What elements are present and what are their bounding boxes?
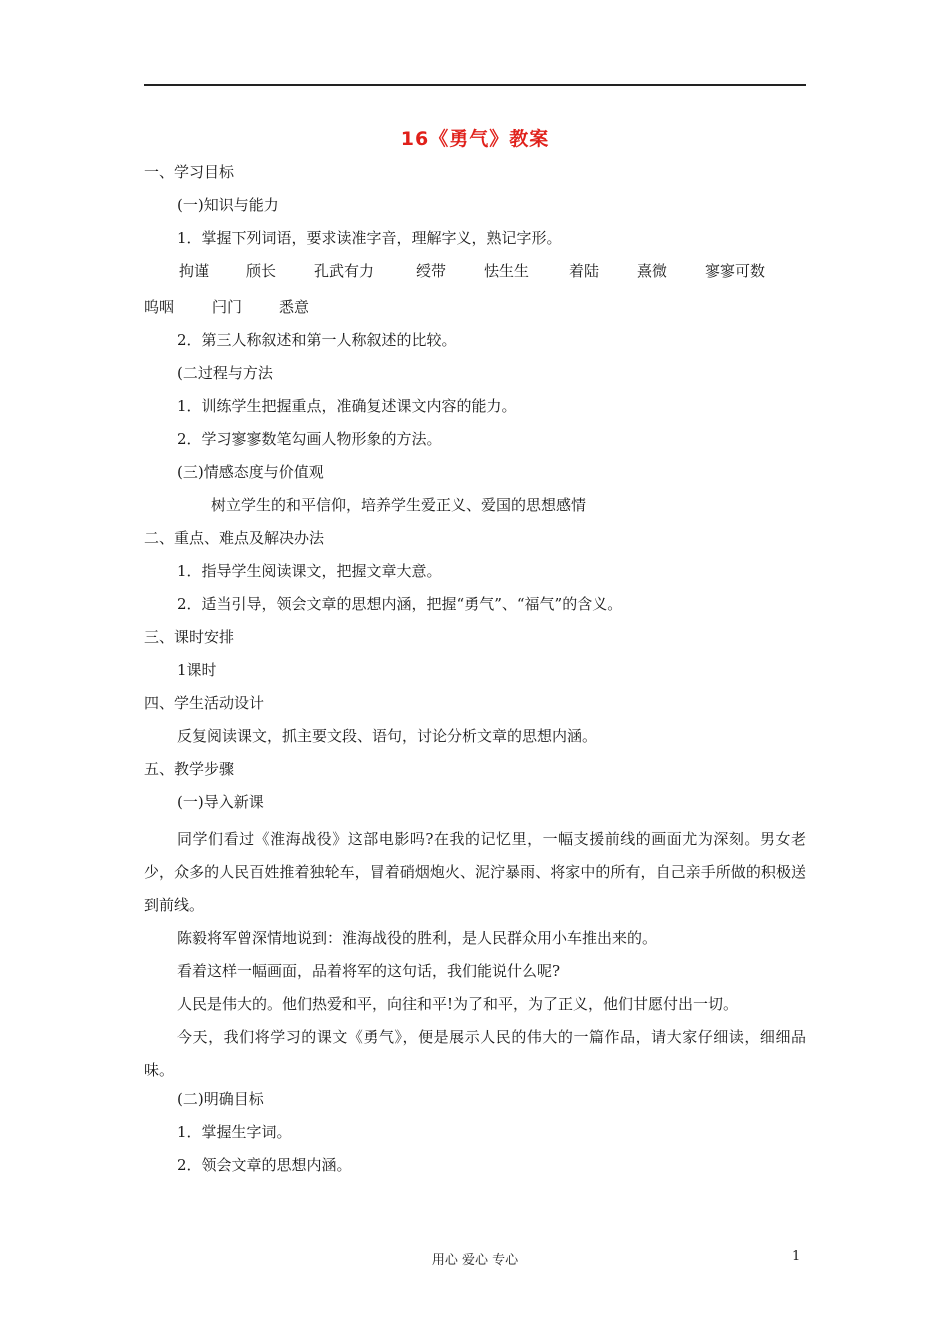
vocab-word: 怯生生 <box>484 262 530 280</box>
vocab-word: 绶带 <box>416 262 447 280</box>
vocab-word: 闩门 <box>212 298 243 316</box>
vocab-word: 着陆 <box>569 262 600 280</box>
list-item: 2．适当引导，领会文章的思想内涵，把握“勇气”、“福气”的含义。 <box>177 595 623 613</box>
section-heading: 四、学生活动设计 <box>144 694 265 712</box>
paragraph: 人民是伟大的。他们热爱和平，向往和平!为了和平，为了正义，他们甘愿付出一切。 <box>177 995 739 1013</box>
paragraph: 陈毅将军曾深情地说到：淮海战役的胜利，是人民群众用小车推出来的。 <box>177 929 658 947</box>
list-item: 1．指导学生阅读课文，把握文章大意。 <box>177 562 442 580</box>
document-title: 16《勇气》教案 <box>400 128 550 150</box>
vocab-word: 呜咽 <box>144 298 175 316</box>
paragraph: 看着这样一幅画面，品着将军的这句话，我们能说什么呢? <box>177 962 561 980</box>
vocab-word: 寥寥可数 <box>705 262 766 280</box>
list-item: 1．掌握下列词语，要求读准字音，理解字义，熟记字形。 <box>177 229 562 247</box>
paragraph: 同学们看过《淮海战役》这部电影吗?在我的记忆里，一幅支援前线的画面尤为深刻。男女老少，众多的人民百姓推着独轮车，冒着硝烟炮火、泥泞暴雨、将家中的所有，自己亲手所做的积极送到前线。 <box>144 830 806 914</box>
page-number: 1 <box>792 1249 801 1264</box>
vocab-word: 颀长 <box>246 262 277 280</box>
section-heading: 五、教学步骤 <box>144 760 235 778</box>
subsection-heading: (一)导入新课 <box>177 793 264 811</box>
section-heading: 三、课时安排 <box>144 628 235 646</box>
list-item: 1课时 <box>177 661 217 679</box>
vocab-word: 悉意 <box>279 298 310 316</box>
subsection-heading: (一)知识与能力 <box>177 196 279 214</box>
vocab-word: 孔武有力 <box>314 262 375 280</box>
vocab-row <box>144 295 824 328</box>
list-item: 2．学习寥寥数笔勾画人物形象的方法。 <box>177 430 442 448</box>
vocab-word: 拘谨 <box>179 262 210 280</box>
section-heading: 二、重点、难点及解决办法 <box>144 529 325 547</box>
document-body <box>144 160 824 1186</box>
list-item: 树立学生的和平信仰，培养学生爱正义、爱国的思想感情 <box>211 496 587 514</box>
vocab-row <box>144 259 824 295</box>
paragraph: 今天，我们将学习的课文《勇气》，便是展示人民的伟大的一篇作品，请大家仔细读，细细品味。 <box>144 1028 806 1079</box>
list-item: 2．领会文章的思想内涵。 <box>177 1156 352 1174</box>
subsection-heading: (二过程与方法 <box>177 364 273 382</box>
vocab-word: 熹微 <box>637 262 668 280</box>
list-item: 2．第三人称叙述和第一人称叙述的比较。 <box>177 331 457 349</box>
list-item: 1．掌握生字词。 <box>177 1123 292 1141</box>
subsection-heading: (二)明确目标 <box>177 1090 264 1108</box>
list-item: 反复阅读课文，抓主要文段、语句，讨论分析文章的思想内涵。 <box>177 727 598 745</box>
header-rule <box>144 84 806 86</box>
page-footer: 用心 爱心 专心 <box>431 1253 519 1268</box>
list-item: 1．训练学生把握重点，准确复述课文内容的能力。 <box>177 397 517 415</box>
subsection-heading: (三)情感态度与价值观 <box>177 463 324 481</box>
section-heading: 一、学习目标 <box>144 163 235 181</box>
